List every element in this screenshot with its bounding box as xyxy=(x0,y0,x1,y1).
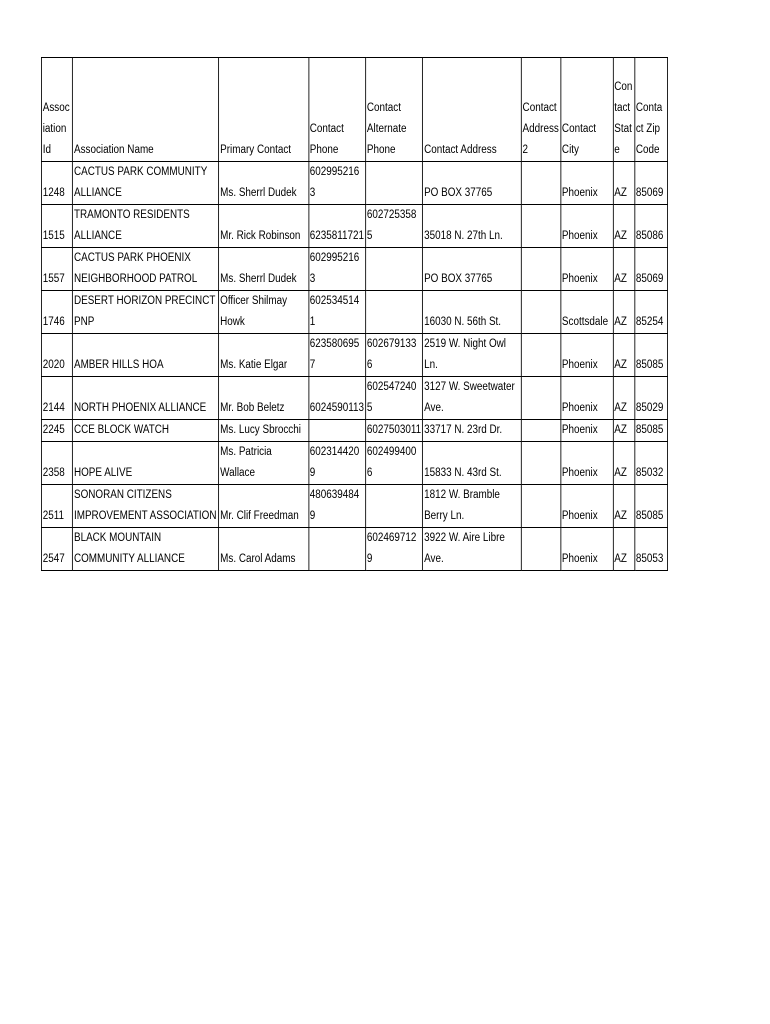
cell-alt-phone: 6025472405 xyxy=(366,377,423,420)
cell-name: NORTH PHOENIX ALLIANCE xyxy=(73,377,219,420)
cell-alt-phone xyxy=(366,248,423,291)
cell-alt-phone xyxy=(366,485,423,528)
cell-id: 2511 xyxy=(41,485,72,528)
cell-address-2 xyxy=(521,442,560,485)
cell-alt-phone: 6027253585 xyxy=(366,205,423,248)
cell-name: AMBER HILLS HOA xyxy=(73,334,219,377)
cell-address: 3922 W. Aire Libre Ave. xyxy=(423,528,521,571)
cell-name: CCE BLOCK WATCH xyxy=(73,420,219,442)
cell-id: 1746 xyxy=(41,291,72,334)
table-row xyxy=(41,205,667,248)
cell-id: 1557 xyxy=(41,248,72,291)
cell-city: Scottsdale xyxy=(561,291,613,334)
header-primary-contact: Primary Contact xyxy=(219,58,309,162)
cell-phone: 4806394849 xyxy=(308,485,365,528)
cell-primary-contact: Ms. Sherrl Dudek xyxy=(219,248,309,291)
header-association-name: Association Name xyxy=(73,58,219,162)
cell-state: AZ xyxy=(613,420,635,442)
cell-city: Phoenix xyxy=(561,442,613,485)
cell-address-2 xyxy=(521,248,560,291)
cell-alt-phone: 6026791336 xyxy=(366,334,423,377)
cell-state: AZ xyxy=(613,248,635,291)
cell-zip: 85032 xyxy=(635,442,668,485)
cell-zip: 85029 xyxy=(635,377,668,420)
cell-primary-contact: Ms. Patricia Wallace xyxy=(219,442,309,485)
header-alternate-phone: Contact Alternate Phone xyxy=(366,58,423,162)
cell-name: SONORAN CITIZENS IMPROVEMENT ASSOCIATION xyxy=(73,485,219,528)
cell-zip: 85069 xyxy=(635,248,668,291)
table-row xyxy=(41,334,667,377)
header-association-id: Association Id xyxy=(41,58,72,162)
header-contact-city: Contact City xyxy=(561,58,613,162)
cell-zip: 85085 xyxy=(635,420,668,442)
cell-phone: 6024590113 xyxy=(308,377,365,420)
cell-primary-contact: Officer Shilmay Howk xyxy=(219,291,309,334)
cell-phone: 6029952163 xyxy=(308,248,365,291)
cell-id: 2547 xyxy=(41,528,72,571)
cell-address-2 xyxy=(521,162,560,205)
cell-name: CACTUS PARK PHOENIX NEIGHBORHOOD PATROL xyxy=(73,248,219,291)
cell-zip: 85085 xyxy=(635,485,668,528)
cell-address-2 xyxy=(521,528,560,571)
cell-primary-contact: Mr. Bob Beletz xyxy=(219,377,309,420)
cell-address-2 xyxy=(521,291,560,334)
cell-zip: 85069 xyxy=(635,162,668,205)
cell-city: Phoenix xyxy=(561,528,613,571)
cell-zip: 85085 xyxy=(635,334,668,377)
cell-state: AZ xyxy=(613,377,635,420)
cell-alt-phone xyxy=(366,162,423,205)
cell-alt-phone: 6027503011 xyxy=(366,420,423,442)
cell-zip: 85254 xyxy=(635,291,668,334)
cell-city: Phoenix xyxy=(561,485,613,528)
cell-phone: 6235806957 xyxy=(308,334,365,377)
cell-phone: 6023144209 xyxy=(308,442,365,485)
cell-name: HOPE ALIVE xyxy=(73,442,219,485)
cell-state: AZ xyxy=(613,334,635,377)
cell-name: CACTUS PARK COMMUNITY ALLIANCE xyxy=(73,162,219,205)
table-row xyxy=(41,162,667,205)
cell-address-2 xyxy=(521,485,560,528)
cell-phone xyxy=(308,420,365,442)
table-row xyxy=(41,291,667,334)
cell-address: 16030 N. 56th St. xyxy=(423,291,521,334)
association-contacts-table xyxy=(41,57,668,571)
cell-phone: 6029952163 xyxy=(308,162,365,205)
cell-primary-contact: Ms. Lucy Sbrocchi xyxy=(219,420,309,442)
header-contact-state: Contact State xyxy=(613,58,635,162)
cell-id: 2144 xyxy=(41,377,72,420)
table-row xyxy=(41,377,667,420)
cell-id: 1248 xyxy=(41,162,72,205)
cell-address-2 xyxy=(521,334,560,377)
cell-city: Phoenix xyxy=(561,420,613,442)
cell-address: 3127 W. Sweetwater Ave. xyxy=(423,377,521,420)
cell-primary-contact: Ms. Sherrl Dudek xyxy=(219,162,309,205)
cell-name: DESERT HORIZON PRECINCT PNP xyxy=(73,291,219,334)
cell-state: AZ xyxy=(613,442,635,485)
cell-primary-contact: Ms. Katie Elgar xyxy=(219,334,309,377)
header-row xyxy=(41,58,667,162)
header-contact-address-2: Contact Address 2 xyxy=(521,58,560,162)
cell-state: AZ xyxy=(613,162,635,205)
header-contact-zip: Contact Zip Code xyxy=(635,58,668,162)
header-contact-phone: Contact Phone xyxy=(308,58,365,162)
cell-phone: 6025345141 xyxy=(308,291,365,334)
cell-primary-contact: Mr. Clif Freedman xyxy=(219,485,309,528)
table-row xyxy=(41,248,667,291)
cell-city: Phoenix xyxy=(561,205,613,248)
cell-address: 35018 N. 27th Ln. xyxy=(423,205,521,248)
cell-city: Phoenix xyxy=(561,162,613,205)
table-row xyxy=(41,420,667,442)
cell-phone: 6235811721 xyxy=(308,205,365,248)
cell-state: AZ xyxy=(613,205,635,248)
cell-alt-phone xyxy=(366,291,423,334)
cell-address-2 xyxy=(521,420,560,442)
cell-id: 2358 xyxy=(41,442,72,485)
cell-alt-phone: 6024994006 xyxy=(366,442,423,485)
cell-id: 2020 xyxy=(41,334,72,377)
cell-name: BLACK MOUNTAIN COMMUNITY ALLIANCE xyxy=(73,528,219,571)
cell-address-2 xyxy=(521,205,560,248)
cell-phone xyxy=(308,528,365,571)
table-row xyxy=(41,485,667,528)
table-row xyxy=(41,442,667,485)
cell-alt-phone: 6024697129 xyxy=(366,528,423,571)
cell-address-2 xyxy=(521,377,560,420)
cell-primary-contact: Mr. Rick Robinson xyxy=(219,205,309,248)
cell-name: TRAMONTO RESIDENTS ALLIANCE xyxy=(73,205,219,248)
cell-address: 2519 W. Night Owl Ln. xyxy=(423,334,521,377)
cell-zip: 85053 xyxy=(635,528,668,571)
cell-address: 33717 N. 23rd Dr. xyxy=(423,420,521,442)
header-contact-address: Contact Address xyxy=(423,58,521,162)
table-row xyxy=(41,528,667,571)
cell-primary-contact: Ms. Carol Adams xyxy=(219,528,309,571)
cell-state: AZ xyxy=(613,528,635,571)
cell-address: PO BOX 37765 xyxy=(423,162,521,205)
cell-state: AZ xyxy=(613,291,635,334)
cell-id: 1515 xyxy=(41,205,72,248)
cell-city: Phoenix xyxy=(561,248,613,291)
cell-city: Phoenix xyxy=(561,334,613,377)
cell-city: Phoenix xyxy=(561,377,613,420)
cell-state: AZ xyxy=(613,485,635,528)
cell-address: PO BOX 37765 xyxy=(423,248,521,291)
cell-address: 1812 W. Bramble Berry Ln. xyxy=(423,485,521,528)
cell-address: 15833 N. 43rd St. xyxy=(423,442,521,485)
cell-zip: 85086 xyxy=(635,205,668,248)
cell-id: 2245 xyxy=(41,420,72,442)
